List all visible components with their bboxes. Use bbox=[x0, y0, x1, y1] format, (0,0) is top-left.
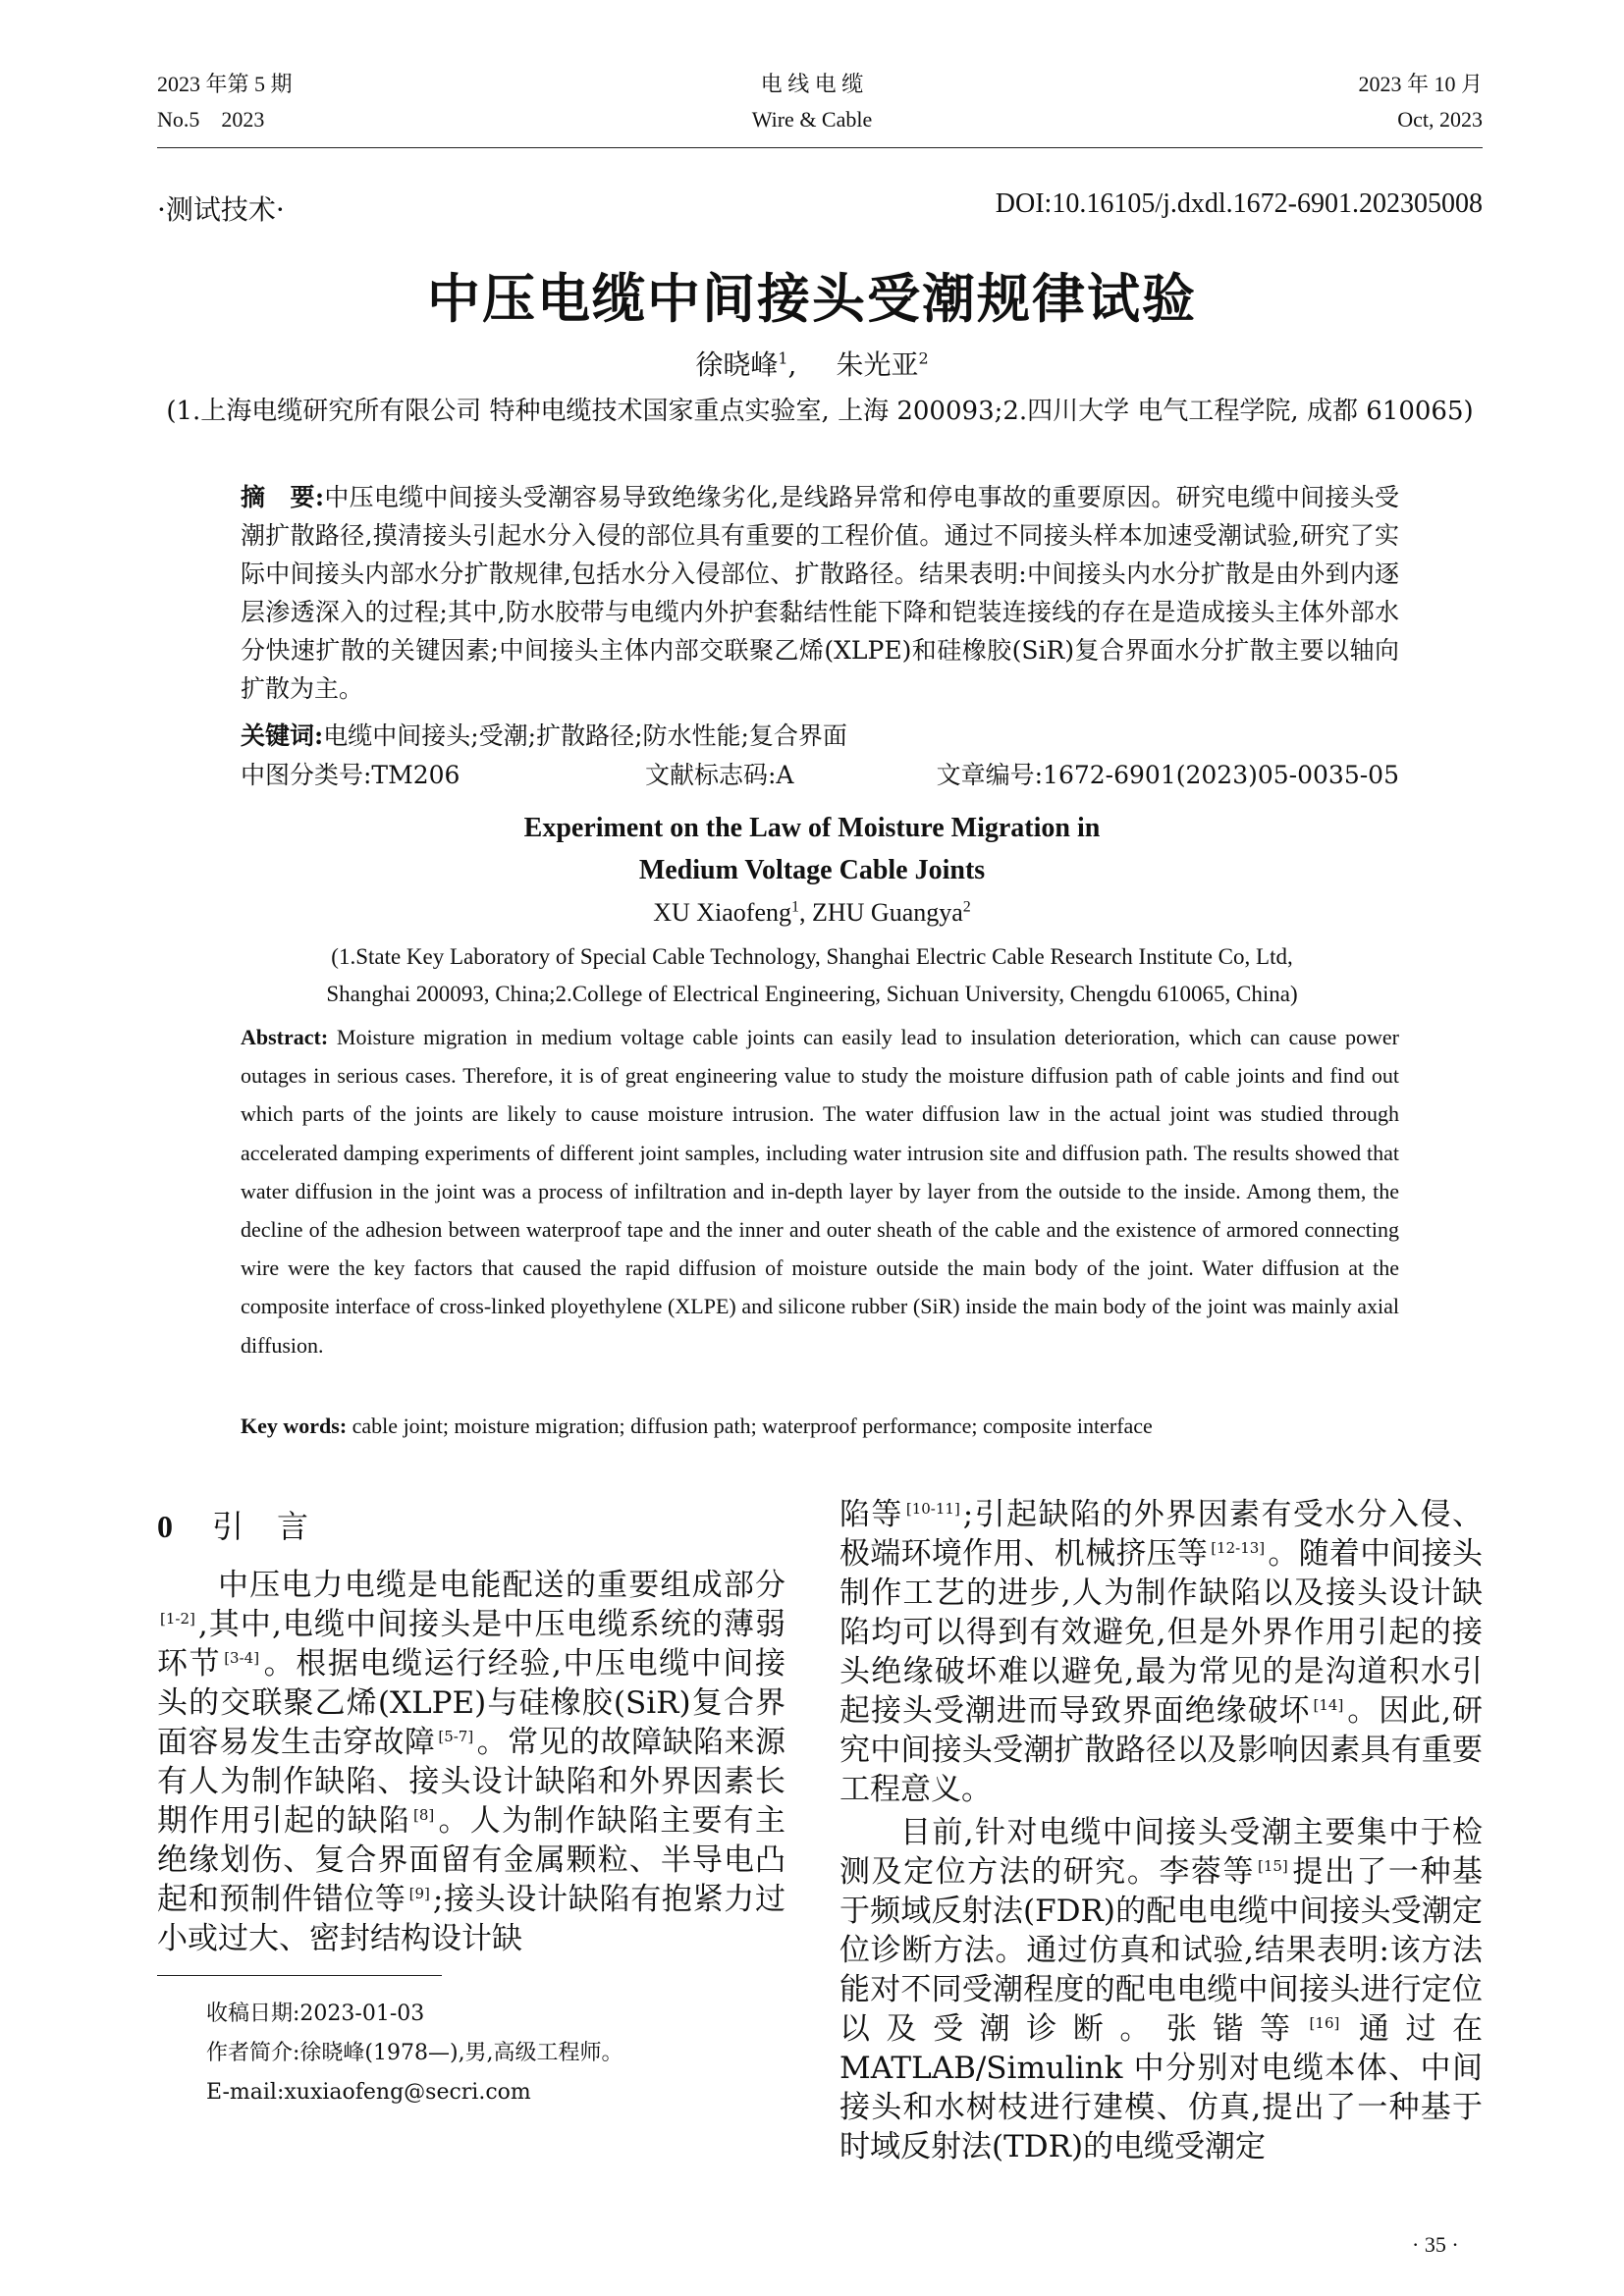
title-en-line-2: Medium Voltage Cable Joints bbox=[638, 855, 986, 885]
body-text: ,其中,电缆中间接头是中压电缆系统的薄弱环节 bbox=[157, 1607, 785, 1682]
abstract-cn-text: 中压电缆中间接头受潮容易导致绝缘劣化,是线路异常和停电事故的重要原因。研究电缆中间接头受潮扩散路径,摸清接头引起水分入侵的部位具有重要的工程价值。通过不同接头样本加速受潮试验,研究了实际中间接头内部水分扩散规律,包括水分入侵部位、扩散路径。结果表明:中间接头内水分扩散是由外到内逐层渗透深入的过程;其中,防水胶带与电缆内外护套黏结性能下降和铠装连接线的存在是造成接头主体外部水分快速扩散的关键因素;中间接头主体内部交联聚乙烯(XLPE)和硅橡胶(SiR)复合界面水分扩散主要以轴向扩散为主。 bbox=[241, 483, 1399, 703]
body-text: 。随着中间接头制作工艺的进步,人为制作缺陷以及接头设计缺陷均可以得到有效避免,但是外界作用引起的接头绝缘破坏难以避免,最为常见的是沟道积水引起接头受潮进而导致界面绝缘破坏 bbox=[839, 1536, 1483, 1729]
body-text: 中压电力电缆是电能配送的重要组成部分 bbox=[218, 1568, 785, 1603]
body-text: 。因此,研究中间接头受潮扩散路径以及影响因素具有重要工程意义。 bbox=[839, 1693, 1484, 1807]
citation[interactable]: [14] bbox=[1313, 1695, 1344, 1714]
body-left-column bbox=[157, 1566, 785, 1958]
section-heading bbox=[157, 1502, 342, 1547]
body-text: ;引起缺陷的外界因素有受水分入侵、极端环境作用、机械挤压等 bbox=[839, 1497, 1483, 1572]
document-code: 文献标志码:A bbox=[645, 761, 794, 789]
keywords-cn-text: 电缆中间接头;受潮;扩散路径;防水性能;复合界面 bbox=[323, 721, 847, 750]
article-number: 文章编号:1672-6901(2023)05-0035-05 bbox=[936, 761, 1399, 789]
author-2-en-sup: 2 bbox=[962, 898, 971, 916]
body-right-column bbox=[839, 1495, 1483, 2166]
header-date bbox=[1358, 67, 1483, 137]
body-text: 提出了一种基于频域反射法(FDR)的配电电缆中间接头受潮定位诊断方法。通过仿真和试验,结果表明:该方法能对不同受潮程度的配电电缆中间接头进行定位以及受潮诊断。张锴等 bbox=[839, 1854, 1484, 2047]
page-number: · 35 · bbox=[1412, 2232, 1459, 2257]
citation[interactable]: [10-11] bbox=[905, 1499, 960, 1518]
doi[interactable]: DOI:10.16105/j.dxdl.1672-6901.202305008 bbox=[995, 188, 1483, 219]
keywords-cn-label: 关键词: bbox=[241, 721, 324, 750]
body-text: 。常见的故障缺陷来源有人为制作缺陷、接头设计缺陷和外界因素长期作用引起的缺陷 bbox=[157, 1725, 786, 1839]
body-text: 陷等 bbox=[839, 1497, 903, 1532]
author-separator: , bbox=[787, 348, 797, 381]
body-text: 。人为制作缺陷主要有主绝缘划伤、复合界面留有金属颗粒、半导电凸起和预制件错位等 bbox=[157, 1803, 785, 1917]
authors-cn bbox=[0, 344, 1624, 383]
footnote-author: 作者简介:徐晓峰(1978—),男,高级工程师。 bbox=[206, 2041, 623, 2065]
body-text: 。根据电缆运行经验,中压电缆中间接头的交联聚乙烯(XLPE)与硅橡胶(SiR)复合界面容易发生击穿故障 bbox=[157, 1646, 785, 1760]
abstract-en bbox=[241, 1018, 1399, 1364]
keywords-en bbox=[241, 1414, 1153, 1439]
header-date-en: Oct, 2023 bbox=[1397, 107, 1483, 132]
title-en-line-1: Experiment on the Law of Moisture Migration in bbox=[523, 813, 1101, 843]
citation[interactable]: [8] bbox=[413, 1805, 435, 1824]
keywords-en-label: Key words: bbox=[241, 1414, 348, 1438]
header-issue-cn: 2023 年第 5 期 bbox=[157, 72, 293, 96]
citation[interactable]: [5-7] bbox=[438, 1727, 474, 1745]
header-date-cn: 2023 年 10 月 bbox=[1358, 72, 1483, 96]
citation[interactable]: [15] bbox=[1257, 1856, 1288, 1875]
body-text: 通过在 MATLAB/Simulink 中分别对电缆本体、中间接头和水树枝进行建模、仿真,提出了一种基于时域反射法(TDR)的电缆受潮定 bbox=[839, 2011, 1484, 2164]
body-text: 目前,针对电缆中间接头受潮主要集中于检测及定位方法的研究。李蓉等 bbox=[839, 1815, 1483, 1890]
abstract-en-label: Abstract: bbox=[241, 1025, 329, 1049]
page-title: 中压电缆中间接头受潮规律试验 bbox=[427, 268, 1197, 330]
body-text: ;接头设计缺陷有抱紧力过小或过大、密封结构设计缺 bbox=[157, 1882, 786, 1956]
affiliation-en-line-1: (1.State Key Laboratory of Special Cable Technology, Shanghai Electric Cable Research Institute Co, Ltd, bbox=[331, 944, 1293, 969]
citation[interactable]: [12-13] bbox=[1211, 1538, 1266, 1557]
author-en-separator: , bbox=[799, 898, 812, 927]
author-2-en: ZHU Guangya bbox=[812, 898, 963, 927]
header-rule bbox=[157, 147, 1483, 148]
keywords-cn bbox=[241, 717, 847, 752]
abstract-cn bbox=[241, 478, 1399, 708]
author-1-en: XU Xiaofeng bbox=[653, 898, 791, 927]
citation[interactable]: [3-4] bbox=[224, 1648, 260, 1667]
section-tag: ·测试技术· bbox=[157, 193, 285, 226]
clc-code: 中图分类号:TM206 bbox=[241, 761, 460, 789]
author-2-sup: 2 bbox=[918, 348, 929, 368]
section-number: 0 bbox=[157, 1509, 173, 1544]
affiliation-en-line-2: Shanghai 200093, China;2.College of Electrical Engineering, Sichuan University, Chengdu 610065, China) bbox=[326, 982, 1298, 1006]
abstract-cn-label: 摘 要: bbox=[241, 483, 325, 511]
body-paragraph bbox=[839, 1813, 1483, 2166]
citation[interactable]: [1-2] bbox=[160, 1609, 195, 1628]
citation[interactable]: [9] bbox=[408, 1884, 430, 1902]
affiliation-cn: (1.上海电缆研究所有限公司 特种电缆技术国家重点实验室, 上海 200093;2.四川大学 电气工程学院, 成都 610065) bbox=[166, 397, 1474, 426]
abstract-en-text: Moisture migration in medium voltage cable joints can easily lead to insulation deterioration, which can cause power outages in serious cases. Therefore, it is of great engineering value to study the moisture diffusion path of cable joints and find out which parts of the joints are likely to cause moisture intrusion. The water diffusion law in the actual joint was studied through accelerated damping experiments of different joint samples, including water intrusion site and diffusion path. The results showed that water diffusion in the joint was a process of infiltration and in-depth layer by layer from the outside to the inside. Among them, the decline of the adhesion between waterproof tape and the inner and outer sheath of the cable and the existence of armored connecting wire were the key factors that caused the rapid diffusion of moisture outside the main body of the joint. Water diffusion at the composite interface of cross-linked ployethylene (XLPE) and silicone rubber (SiR) inside the main body of the joint was mainly axial diffusion. bbox=[241, 1025, 1399, 1358]
citation[interactable]: [16] bbox=[1309, 2013, 1340, 2032]
author-2: 朱光亚 bbox=[836, 348, 919, 381]
author-1-sup: 1 bbox=[778, 348, 788, 368]
body-paragraph bbox=[157, 1566, 785, 1958]
section-title: 引言 bbox=[212, 1508, 343, 1545]
footnote-received: 收稿日期:2023-01-03 bbox=[206, 2002, 425, 2026]
author-1: 徐晓峰 bbox=[695, 348, 779, 381]
authors-en bbox=[0, 898, 1624, 928]
header-journal-cn: 电 线 电 缆 bbox=[760, 72, 864, 96]
body-paragraph bbox=[839, 1495, 1483, 1809]
header-journal-en: Wire & Cable bbox=[751, 107, 873, 132]
header-issue-en: No.5 2023 bbox=[157, 107, 265, 132]
author-1-en-sup: 1 bbox=[791, 898, 799, 916]
footnote-email[interactable]: E-mail:xuxiaofeng@secri.com bbox=[206, 2080, 531, 2105]
footnote-rule bbox=[157, 1975, 442, 1976]
keywords-en-text: cable joint; moisture migration; diffusion path; waterproof performance; composite interface bbox=[347, 1414, 1153, 1438]
